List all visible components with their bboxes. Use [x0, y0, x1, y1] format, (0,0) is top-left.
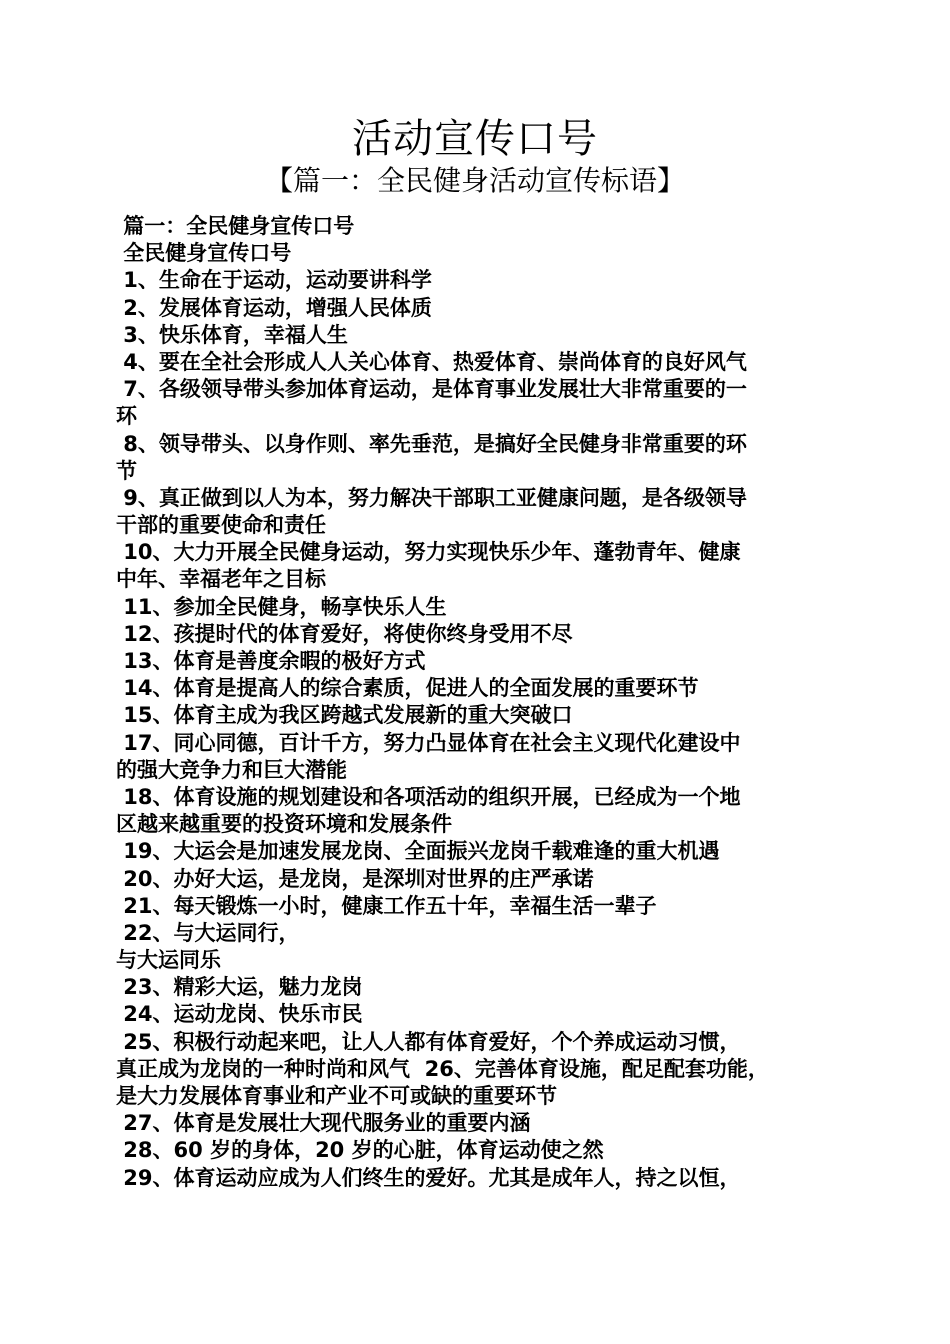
text-line: 节	[116, 458, 137, 483]
text-line: 是大力发展体育事业和产业不可或缺的重要环节	[116, 1084, 557, 1108]
text-line: 18、体育设施的规划建设和各项活动的组织开展，已经成为一个地	[116, 784, 741, 809]
text-line: 24、运动龙岗、快乐市民	[116, 1002, 363, 1027]
text-line: 12、孩提时代的体育爱好，将使你终身受用不尽	[116, 621, 573, 646]
text-line: 17、同心同德，百计千方，努力凸显体育在社会主义现代化建设中	[116, 730, 741, 755]
text-line: 22、与大运同行，	[116, 920, 300, 945]
text-line: 10、大力开展全民健身运动，努力实现快乐少年、蓬勃青年、健康	[116, 540, 741, 565]
text-line: 25、积极行动起来吧，让人人都有体育爱好，个个养成运动习惯，	[116, 1029, 741, 1054]
body-text	[116, 213, 838, 1192]
text-line: 真正成为龙岗的一种时尚和风气 26、完善体育设施，配足配套功能，	[116, 1056, 769, 1081]
page-subtitle: 【篇一：全民健身活动宣传标语】	[264, 164, 685, 197]
text-line: 19、大运会是加速发展龙岗、全面振兴龙岗千载难逢的重大机遇	[116, 839, 720, 864]
text-line: 27、体育是发展壮大现代服务业的重要内涵	[116, 1111, 531, 1136]
text-line: 9、真正做到以人为本，努力解决干部职工亚健康问题，是各级领导	[116, 485, 747, 510]
text-line: 14、体育是提高人的综合素质，促进人的全面发展的重要环节	[116, 676, 699, 701]
text-line: 29、体育运动应成为人们终生的爱好。尤其是成年人，持之以恒，	[116, 1165, 741, 1190]
text-line: 20、办好大运，是龙岗，是深圳对世界的庄严承诺	[116, 866, 594, 891]
text-line: 8、领导带头、以身作则、率先垂范，是搞好全民健身非常重要的环	[116, 431, 747, 456]
text-line: 1、生命在于运动，运动要讲科学	[116, 268, 432, 293]
text-line: 11、参加全民健身，畅享快乐人生	[116, 594, 447, 619]
text-line: 篇一：全民健身宣传口号	[116, 214, 355, 238]
text-line: 15、体育主成为我区跨越式发展新的重大突破口	[116, 703, 573, 728]
text-line: 4、要在全社会形成人人关心体育、热爱体育、崇尚体育的良好风气	[116, 349, 747, 374]
text-line: 区越来越重要的投资环境和发展条件	[116, 812, 452, 837]
text-line: 全民健身宣传口号	[116, 241, 292, 266]
text-line: 21、每天锻炼一小时，健康工作五十年，幸福生活一辈子	[116, 893, 657, 918]
text-line: 干部的重要使命和责任	[116, 513, 326, 538]
text-line: 2、发展体育运动，增强人民体质	[116, 295, 432, 320]
text-line: 23、精彩大运，魅力龙岗	[116, 975, 363, 1000]
text-line: 7、各级领导带头参加体育运动，是体育事业发展壮大非常重要的一	[116, 377, 747, 402]
text-line: 3、快乐体育，幸福人生	[116, 322, 348, 347]
text-line: 中年、幸福老年之目标	[116, 567, 326, 592]
text-line: 与大运同乐	[116, 948, 221, 973]
page-title: 活动宣传口号	[352, 116, 598, 162]
text-line: 环	[116, 404, 137, 429]
text-line: 的强大竞争力和巨大潜能	[116, 757, 347, 782]
text-line: 28、60 岁的身体，20 岁的心脏，体育运动使之然	[116, 1138, 604, 1163]
text-line: 13、体育是善度余暇的极好方式	[116, 649, 426, 673]
